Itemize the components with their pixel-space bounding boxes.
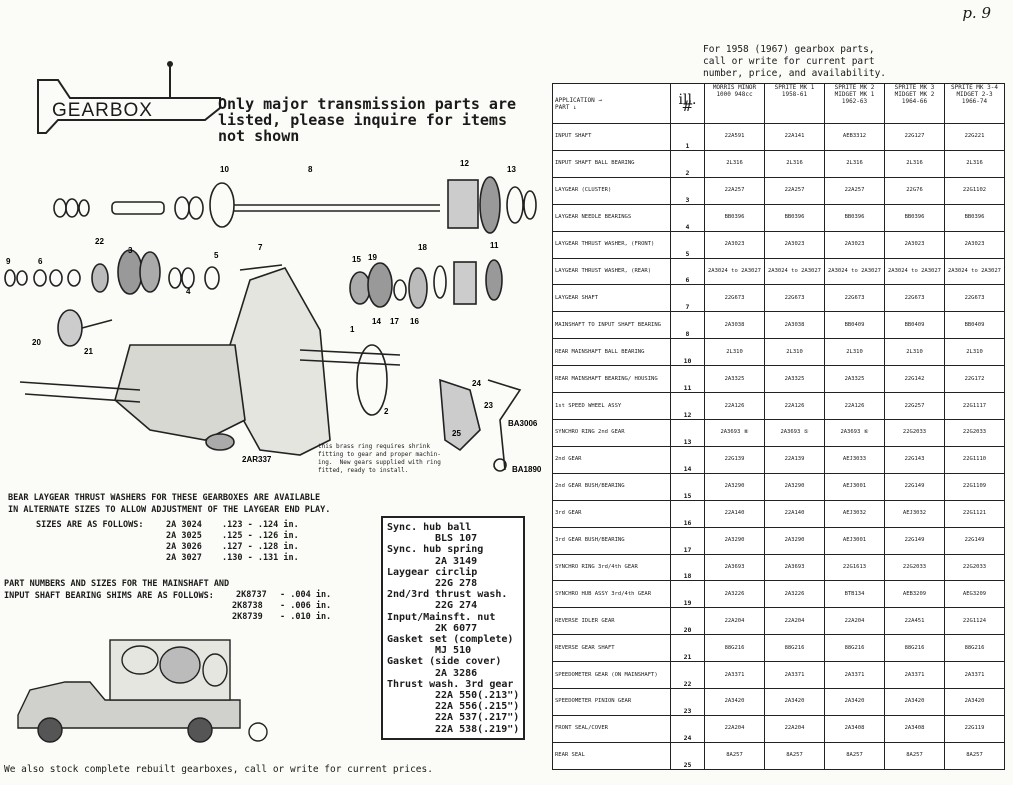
part-number: 22A204 bbox=[705, 715, 765, 742]
part-number: 2A3693 ⑤ bbox=[765, 419, 825, 446]
table-row bbox=[553, 554, 1005, 581]
diagram-label: 3 bbox=[128, 246, 133, 255]
logo-text: GEARBOX bbox=[52, 100, 153, 121]
diagram-label: 17 bbox=[390, 317, 399, 326]
part-name: LAYGEAR THRUST WASHER, (REAR) bbox=[553, 258, 671, 285]
part-number: 88G216 bbox=[945, 635, 1005, 662]
size-part: 2A 3026 bbox=[166, 542, 202, 552]
part-name: REVERSE GEAR SHAFT bbox=[553, 635, 671, 662]
ill-number: 17 bbox=[671, 527, 705, 554]
part-number: BB0409 bbox=[945, 312, 1005, 339]
table-row bbox=[553, 500, 1005, 527]
part-name: REAR MAINSHAFT BEARING/ HOUSING bbox=[553, 366, 671, 393]
exploded-diagram bbox=[0, 150, 545, 490]
part-number: 88G216 bbox=[765, 635, 825, 662]
sync-box-line: 22A 537(.217") bbox=[435, 712, 520, 724]
part-name: 2nd GEAR BUSH/BEARING bbox=[553, 473, 671, 500]
sync-box-line: Gasket (side cover) bbox=[387, 656, 502, 668]
part-number: 2L316 bbox=[945, 150, 1005, 177]
sync-box-line: Sync. hub ball bbox=[387, 522, 472, 533]
sizes-label: SIZES ARE AS FOLLOWS: bbox=[36, 520, 144, 530]
sync-box-line: Laygear circlip bbox=[387, 566, 478, 578]
truck-illustration-icon bbox=[10, 620, 270, 755]
sync-box-line: 2nd/3rd thrust wash. bbox=[387, 589, 508, 601]
diagram-label: 23 bbox=[484, 401, 493, 410]
part-number: 2L316 bbox=[825, 150, 885, 177]
part-number: 2A3024 to 2A3027 bbox=[825, 258, 885, 285]
part-number: 2A3371 bbox=[705, 662, 765, 689]
part-number: 8A257 bbox=[825, 742, 885, 769]
diagram-label: 18 bbox=[418, 243, 427, 252]
part-number: 2L316 bbox=[705, 150, 765, 177]
ill-number: 21 bbox=[671, 635, 705, 662]
part-number: 22G149 bbox=[945, 527, 1005, 554]
part-number: 2A3325 bbox=[765, 366, 825, 393]
ill-number: 14 bbox=[671, 446, 705, 473]
ill-number: 25 bbox=[671, 742, 705, 769]
ill-number: 2 bbox=[671, 150, 705, 177]
ill-number: 6 bbox=[671, 258, 705, 285]
table-row bbox=[553, 258, 1005, 285]
part-name: SPEEDOMETER PINION GEAR bbox=[553, 689, 671, 716]
part-number: 22A257 bbox=[765, 177, 825, 204]
part-number: 2A3325 bbox=[705, 366, 765, 393]
part-number: 22G172 bbox=[945, 366, 1005, 393]
part-number: 2A3038 bbox=[765, 312, 825, 339]
part-name: INPUT SHAFT BALL BEARING bbox=[553, 150, 671, 177]
part-number: AEJ3001 bbox=[825, 527, 885, 554]
part-number: 22G2033 bbox=[885, 419, 945, 446]
table-row bbox=[553, 635, 1005, 662]
part-number: 8A257 bbox=[765, 742, 825, 769]
ill-number: 18 bbox=[671, 554, 705, 581]
part-number: 2A3024 to 2A3027 bbox=[885, 258, 945, 285]
part-name: LAYGEAR NEEDLE BEARINGS bbox=[553, 204, 671, 231]
part-number: 2A3290 bbox=[765, 527, 825, 554]
table-row bbox=[553, 124, 1005, 151]
part-number: 22G2033 bbox=[945, 554, 1005, 581]
part-number: 2A3023 bbox=[885, 231, 945, 258]
ill-number: 12 bbox=[671, 393, 705, 420]
diagram-label: 15 bbox=[352, 255, 361, 264]
part-number: 2A3023 bbox=[705, 231, 765, 258]
part-number: 2A3693 bbox=[705, 554, 765, 581]
header-application: APPLICATION → PART ↓ bbox=[553, 84, 671, 124]
part-number: 22G673 bbox=[705, 285, 765, 312]
bottom-note: We also stock complete rebuilt gearboxes, call or write for current prices. bbox=[4, 764, 433, 775]
parts-table bbox=[552, 83, 1005, 770]
part-number: BB0409 bbox=[825, 312, 885, 339]
part-number: 2A3420 bbox=[765, 689, 825, 716]
shim-part: 2K8738 bbox=[232, 601, 263, 611]
parts-table-body bbox=[553, 124, 1005, 770]
shim-size: - .006 in. bbox=[280, 601, 332, 611]
table-row bbox=[553, 473, 1005, 500]
part-number: 22G1110 bbox=[945, 446, 1005, 473]
part-number: 22G673 bbox=[945, 285, 1005, 312]
header-model: SPRITE MK 3 MIDGET MK 2 1964-66 bbox=[885, 84, 945, 124]
part-name: 1st SPEED WHEEL ASSY bbox=[553, 393, 671, 420]
table-row bbox=[553, 339, 1005, 366]
part-number: AEB3209 bbox=[885, 581, 945, 608]
part-number: 22G1121 bbox=[945, 500, 1005, 527]
table-row bbox=[553, 715, 1005, 742]
part-number: 22G257 bbox=[885, 393, 945, 420]
sync-box-line: Sync. hub spring bbox=[387, 544, 484, 556]
table-row bbox=[553, 204, 1005, 231]
part-number: 22A204 bbox=[765, 608, 825, 635]
part-number: AEJ3032 bbox=[885, 500, 945, 527]
part-number: 2A3420 bbox=[945, 689, 1005, 716]
header-note: For 1958 (1967) gearbox parts, call or write for current part number, price, and availability. bbox=[703, 44, 887, 79]
part-number: 22A140 bbox=[705, 500, 765, 527]
part-number: 2A3290 bbox=[705, 527, 765, 554]
part-name: SPEEDOMETER GEAR (ON MAINSHAFT) bbox=[553, 662, 671, 689]
part-number: 2L310 bbox=[765, 339, 825, 366]
part-number: 2A3420 bbox=[825, 689, 885, 716]
part-number: 22G142 bbox=[885, 366, 945, 393]
part-number: 2A3693 bbox=[765, 554, 825, 581]
part-number: 22A451 bbox=[885, 608, 945, 635]
part-number: AEG3209 bbox=[945, 581, 1005, 608]
ill-number: 22 bbox=[671, 662, 705, 689]
part-number: 22G149 bbox=[885, 527, 945, 554]
part-number: 2A3023 bbox=[765, 231, 825, 258]
diagram-label: 4 bbox=[186, 287, 191, 296]
ill-number: 13 bbox=[671, 419, 705, 446]
part-number: BB0409 bbox=[885, 312, 945, 339]
sync-box-line: 22G 278 bbox=[435, 578, 478, 589]
diagram-label: 11 bbox=[490, 241, 499, 250]
diagram-label: 14 bbox=[372, 317, 381, 326]
part-number: 22G1102 bbox=[945, 177, 1005, 204]
part-number: 22G139 bbox=[705, 446, 765, 473]
sync-parts-box bbox=[381, 516, 525, 740]
part-number: 8A257 bbox=[945, 742, 1005, 769]
part-number: AEB3312 bbox=[825, 124, 885, 151]
part-number: 22G127 bbox=[885, 124, 945, 151]
table-row bbox=[553, 419, 1005, 446]
part-number: 2A3420 bbox=[885, 689, 945, 716]
sync-box-line: 22A 538(.219") bbox=[435, 723, 520, 735]
sync-box-line: 22G 274 bbox=[435, 600, 478, 612]
part-number: 2A3371 bbox=[765, 662, 825, 689]
part-name: LAYGEAR THRUST WASHER, (FRONT) bbox=[553, 231, 671, 258]
part-number: 22G1613 bbox=[825, 554, 885, 581]
part-name: LAYGEAR (CLUSTER) bbox=[553, 177, 671, 204]
part-number: 2L316 bbox=[765, 150, 825, 177]
diagram-label: 19 bbox=[368, 253, 377, 262]
part-number: AEJ3033 bbox=[825, 446, 885, 473]
ill-number: 19 bbox=[671, 581, 705, 608]
table-row bbox=[553, 742, 1005, 769]
part-number: 22A140 bbox=[765, 500, 825, 527]
part-name: MAINSHAFT TO INPUT SHAFT BEARING bbox=[553, 312, 671, 339]
ill-number: 3 bbox=[671, 177, 705, 204]
part-number: BB0396 bbox=[705, 204, 765, 231]
part-number: 2L310 bbox=[885, 339, 945, 366]
diagram-code: BA1890 bbox=[512, 465, 542, 474]
ill-number: 20 bbox=[671, 608, 705, 635]
part-number: 2A3226 bbox=[765, 581, 825, 608]
part-number: 2A3024 to 2A3027 bbox=[705, 258, 765, 285]
part-number: 22A204 bbox=[765, 715, 825, 742]
part-number: BB0396 bbox=[885, 204, 945, 231]
sync-box-line: Thrust wash. 3rd gear bbox=[387, 678, 514, 690]
part-number: BB0396 bbox=[825, 204, 885, 231]
part-number: 22G1109 bbox=[945, 473, 1005, 500]
size-part: 2A 3024 bbox=[166, 520, 202, 530]
part-number: BB0396 bbox=[945, 204, 1005, 231]
part-number: 22G2033 bbox=[885, 554, 945, 581]
part-number: 88G216 bbox=[825, 635, 885, 662]
part-number: 88G216 bbox=[705, 635, 765, 662]
part-number: 2L310 bbox=[945, 339, 1005, 366]
shim-size: - .010 in. bbox=[280, 612, 332, 622]
part-number: 22G673 bbox=[885, 285, 945, 312]
part-number: 22A257 bbox=[705, 177, 765, 204]
table-row bbox=[553, 689, 1005, 716]
part-name: 3rd GEAR bbox=[553, 500, 671, 527]
part-number: 22G76 bbox=[885, 177, 945, 204]
part-number: 22A591 bbox=[705, 124, 765, 151]
part-number: 22G2033 bbox=[945, 419, 1005, 446]
table-row bbox=[553, 527, 1005, 554]
part-name: REVERSE IDLER GEAR bbox=[553, 608, 671, 635]
part-number: 22G119 bbox=[945, 715, 1005, 742]
table-row bbox=[553, 312, 1005, 339]
part-number: 2A3290 bbox=[705, 473, 765, 500]
ill-number: 11 bbox=[671, 366, 705, 393]
diagram-note: this brass ring requires shrink fitting to gear and proper machin- ing. New gears supplied with ring fitted, ready to install. bbox=[318, 443, 441, 474]
sync-box-line: Input/Mainsft. nut bbox=[387, 611, 496, 623]
part-number: 22G673 bbox=[765, 285, 825, 312]
ill-number: 16 bbox=[671, 500, 705, 527]
shim-part: 2K8737 bbox=[236, 590, 267, 600]
diagram-label: 6 bbox=[38, 257, 43, 266]
size-part: 2A 3025 bbox=[166, 531, 202, 541]
part-name: SYNCHRO RING 3rd/4th GEAR bbox=[553, 554, 671, 581]
part-number: 2A3290 bbox=[765, 473, 825, 500]
table-row bbox=[553, 231, 1005, 258]
header-model: MORRIS MINOR 1000 948cc bbox=[705, 84, 765, 124]
thrust-washer-note: BEAR LAYGEAR THRUST WASHERS FOR THESE GEARBOXES ARE AVAILABLE IN ALTERNATE SIZES TO ALLOW ADJUSTMENT OF THE LAYGEAR END PLAY. bbox=[8, 493, 331, 515]
part-number: 2L310 bbox=[825, 339, 885, 366]
part-number: 22G673 bbox=[825, 285, 885, 312]
ill-number: 4 bbox=[671, 204, 705, 231]
sync-box-line: 2A 3286 bbox=[435, 667, 478, 679]
part-number: 2A3371 bbox=[945, 662, 1005, 689]
size-range: .130 - .131 in. bbox=[222, 553, 299, 563]
part-number: 22A141 bbox=[765, 124, 825, 151]
shim-part: 2K8739 bbox=[232, 612, 263, 622]
ill-number: 5 bbox=[671, 231, 705, 258]
part-number: 22A139 bbox=[765, 446, 825, 473]
part-name: 3rd GEAR BUSH/BEARING bbox=[553, 527, 671, 554]
part-name: FRONT SEAL/COVER bbox=[553, 715, 671, 742]
part-number: 2A3024 to 2A3027 bbox=[765, 258, 825, 285]
diagram-label: 16 bbox=[410, 317, 419, 326]
part-number: 22A204 bbox=[825, 608, 885, 635]
header-model: SPRITE MK 3-4 MIDGET 2-3 1966-74 bbox=[945, 84, 1005, 124]
part-number: 2A3226 bbox=[705, 581, 765, 608]
part-number: 2A3325 bbox=[825, 366, 885, 393]
diagram-label: 24 bbox=[472, 379, 481, 388]
mainshaft-note: PART NUMBERS AND SIZES FOR THE MAINSHAFT AND INPUT SHAFT BEARING SHIMS ARE AS FOLLOWS: bbox=[4, 579, 230, 601]
diagram-label: 13 bbox=[507, 165, 516, 174]
sync-box-line: BLS 107 bbox=[435, 533, 478, 545]
part-number: BTB134 bbox=[825, 581, 885, 608]
part-number: BB0396 bbox=[765, 204, 825, 231]
part-name: 2nd GEAR bbox=[553, 446, 671, 473]
ill-number: 24 bbox=[671, 715, 705, 742]
table-row bbox=[553, 662, 1005, 689]
part-number: 2A3371 bbox=[885, 662, 945, 689]
part-number: 22G1124 bbox=[945, 608, 1005, 635]
part-number: AEJ3032 bbox=[825, 500, 885, 527]
diagram-label: 22 bbox=[95, 237, 104, 246]
sync-box-line: 2K 6077 bbox=[435, 622, 478, 634]
part-name: LAYGEAR SHAFT bbox=[553, 285, 671, 312]
sync-box-line: 22A 550(.213") bbox=[435, 690, 520, 701]
part-name: SYNCHRO RING 2nd GEAR bbox=[553, 419, 671, 446]
table-row bbox=[553, 608, 1005, 635]
table-row bbox=[553, 366, 1005, 393]
part-number: 2A3693 ⑥ bbox=[825, 419, 885, 446]
page-number: p. 9 bbox=[962, 4, 991, 22]
shim-size: - .004 in. bbox=[280, 590, 332, 600]
size-range: .127 - .128 in. bbox=[222, 542, 299, 552]
part-number: 2A3408 bbox=[825, 715, 885, 742]
part-number: 22G1117 bbox=[945, 393, 1005, 420]
table-row bbox=[553, 150, 1005, 177]
intro-text: Only major transmission parts are listed, please inquire for items not shown bbox=[218, 95, 517, 145]
diagram-label: 2 bbox=[384, 407, 389, 416]
sync-box-line: Gasket set (complete) bbox=[387, 634, 514, 645]
table-row bbox=[553, 285, 1005, 312]
diagram-code: BA3006 bbox=[508, 419, 538, 428]
part-name: SYNCHRO HUB ASSY 3rd/4th GEAR bbox=[553, 581, 671, 608]
diagram-label: 8 bbox=[308, 165, 313, 174]
part-number: 8A257 bbox=[885, 742, 945, 769]
diagram-label: 5 bbox=[214, 251, 219, 260]
sync-box-line: MJ 510 bbox=[435, 645, 472, 657]
part-number: 22G149 bbox=[885, 473, 945, 500]
part-number: 2A3023 bbox=[945, 231, 1005, 258]
part-number: 22A204 bbox=[705, 608, 765, 635]
part-number: 2A3408 bbox=[885, 715, 945, 742]
part-number: AEJ3001 bbox=[825, 473, 885, 500]
size-range: .125 - .126 in. bbox=[222, 531, 299, 541]
ill-number: 8 bbox=[671, 312, 705, 339]
part-number: 2A3371 bbox=[825, 662, 885, 689]
sync-box-line: 2A 3149 bbox=[435, 555, 478, 567]
part-number: 22A257 bbox=[825, 177, 885, 204]
part-number: 2A3693 ⑧ bbox=[705, 419, 765, 446]
table-row bbox=[553, 581, 1005, 608]
diagram-label: 20 bbox=[32, 338, 41, 347]
part-number: 2A3023 bbox=[825, 231, 885, 258]
size-range: .123 - .124 in. bbox=[222, 520, 299, 530]
diagram-label: 12 bbox=[460, 159, 469, 168]
header-model: SPRITE MK 1 1958-61 bbox=[765, 84, 825, 124]
part-name: REAR SEAL bbox=[553, 742, 671, 769]
diagram-code: 2AR337 bbox=[242, 455, 272, 464]
part-number: 2A3024 to 2A3027 bbox=[945, 258, 1005, 285]
part-number: 22A126 bbox=[705, 393, 765, 420]
part-number: 2A3038 bbox=[705, 312, 765, 339]
ill-number: 10 bbox=[671, 339, 705, 366]
part-name: INPUT SHAFT bbox=[553, 124, 671, 151]
part-number: 2L316 bbox=[885, 150, 945, 177]
part-number: 2A3420 bbox=[705, 689, 765, 716]
diagram-label: 1 bbox=[350, 325, 355, 334]
table-row bbox=[553, 446, 1005, 473]
part-number: 22A126 bbox=[765, 393, 825, 420]
header-model: SPRITE MK 2 MIDGET MK 1 1962-63 bbox=[825, 84, 885, 124]
part-number: 8A257 bbox=[705, 742, 765, 769]
table-row bbox=[553, 393, 1005, 420]
table-row bbox=[553, 177, 1005, 204]
size-part: 2A 3027 bbox=[166, 553, 202, 563]
diagram-label: 10 bbox=[220, 165, 229, 174]
ill-number: 23 bbox=[671, 689, 705, 716]
part-number: 2L310 bbox=[705, 339, 765, 366]
diagram-label: 9 bbox=[6, 257, 11, 266]
ill-number: 15 bbox=[671, 473, 705, 500]
part-number: 22A126 bbox=[825, 393, 885, 420]
ill-number: 1 bbox=[671, 124, 705, 151]
diagram-label: 25 bbox=[452, 429, 461, 438]
part-number: 88G216 bbox=[885, 635, 945, 662]
part-number: 22G221 bbox=[945, 124, 1005, 151]
diagram-label: 21 bbox=[84, 347, 93, 356]
diagram-label: 7 bbox=[258, 243, 263, 252]
sync-box-line: 22A 556(.215") bbox=[435, 701, 520, 713]
header-ill: ill. # bbox=[671, 84, 705, 124]
part-number: 22G143 bbox=[885, 446, 945, 473]
ill-number: 7 bbox=[671, 285, 705, 312]
part-name: REAR MAINSHAFT BALL BEARING bbox=[553, 339, 671, 366]
